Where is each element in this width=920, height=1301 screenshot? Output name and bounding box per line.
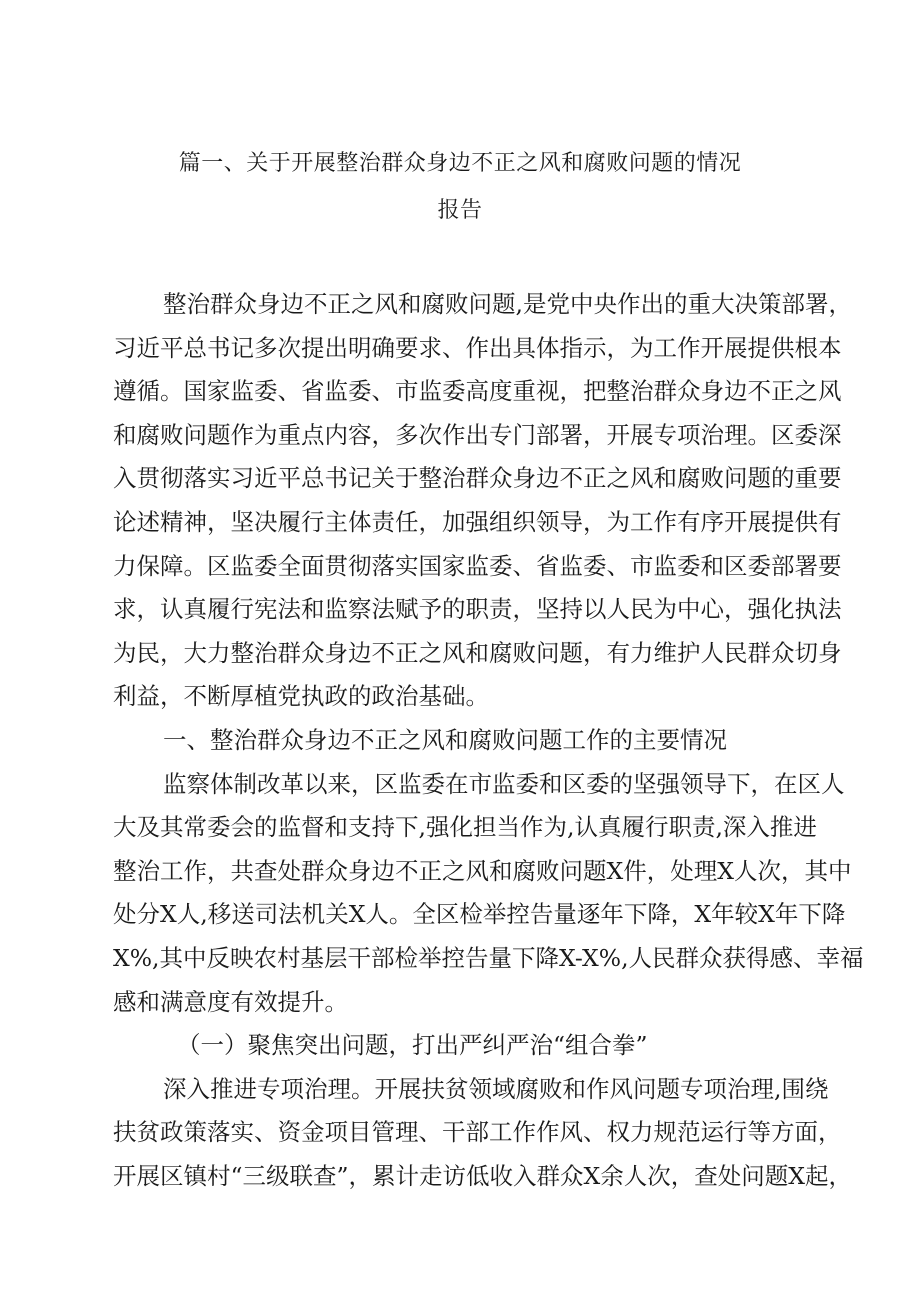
section-heading: 一、整治群众身边不正之风和腐败问题工作的主要情况 (163, 725, 727, 754)
paragraph-line: 入贯彻落实习近平总书记关于整治群众身边不正之风和腐败问题的重要 (113, 464, 842, 493)
paragraph-line: 深入推进专项治理。开展扶贫领域腐败和作风问题专项治理,围绕 (163, 1074, 829, 1103)
subsection-heading: （一）聚焦突出问题，打出严纠严治“组合拳” (177, 1031, 648, 1060)
paragraph-line: 大及其常委会的监督和支持下,强化担当作为,认真履行职责,深入推进 (113, 813, 817, 842)
paragraph-line: 论述精神，坚决履行主体责任，加强组织领导，为工作有序开展提供有 (113, 507, 842, 536)
paragraph-line: 利益，不断厚植党执政的政治基础。 (113, 682, 489, 711)
paragraph-line: 整治群众身边不正之风和腐败问题,是党中央作出的重大决策部署， (163, 290, 852, 318)
paragraph-line: 开展区镇村“三级联查”，累计走访低收入群众X余人次，查处问题X起， (113, 1161, 852, 1190)
document-title-continued: 报告 (437, 198, 483, 223)
document-title: 篇一、关于开展整治群众身边不正之风和腐败问题的情况 (178, 151, 742, 176)
paragraph-line: 求，认真履行宪法和监察法赋予的职责，坚持以人民为中心，强化执法 (113, 595, 842, 624)
paragraph-line: 和腐败问题作为重点内容，多次作出专门部署，开展专项治理。区委深 (113, 420, 842, 449)
paragraph-line: 习近平总书记多次提出明确要求、作出具体指示，为工作开展提供根本 (113, 333, 842, 362)
paragraph-line: 处分X人,移送司法机关X人。全区检举控告量逐年下降，X年较X年下降 (113, 900, 846, 929)
paragraph-line: X%,其中反映农村基层干部检举控告量下降X-X%,人民群众获得感、幸福 (113, 943, 864, 972)
paragraph-line: 整治工作，共查处群众身边不正之风和腐败问题X件，处理X人次，其中 (113, 856, 852, 885)
document-body (113, 283, 864, 1198)
paragraph-line: 监察体制改革以来，区监委在市监委和区委的坚强领导下，在区人 (163, 769, 845, 798)
paragraph-line: 扶贫政策落实、资金项目管理、干部工作作风、权力规范运行等方面， (113, 1118, 842, 1147)
paragraph-line: 遵循。国家监委、省监委、市监委高度重视，把整治群众身边不正之风 (113, 377, 842, 406)
paragraph-line: 力保障。区监委全面贯彻落实国家监委、省监委、市监委和区委部署要 (113, 551, 842, 580)
paragraph-line: 为民，大力整治群众身边不正之风和腐败问题，有力维护人民群众切身 (113, 638, 842, 667)
paragraph-line: 感和满意度有效提升。 (113, 987, 348, 1016)
